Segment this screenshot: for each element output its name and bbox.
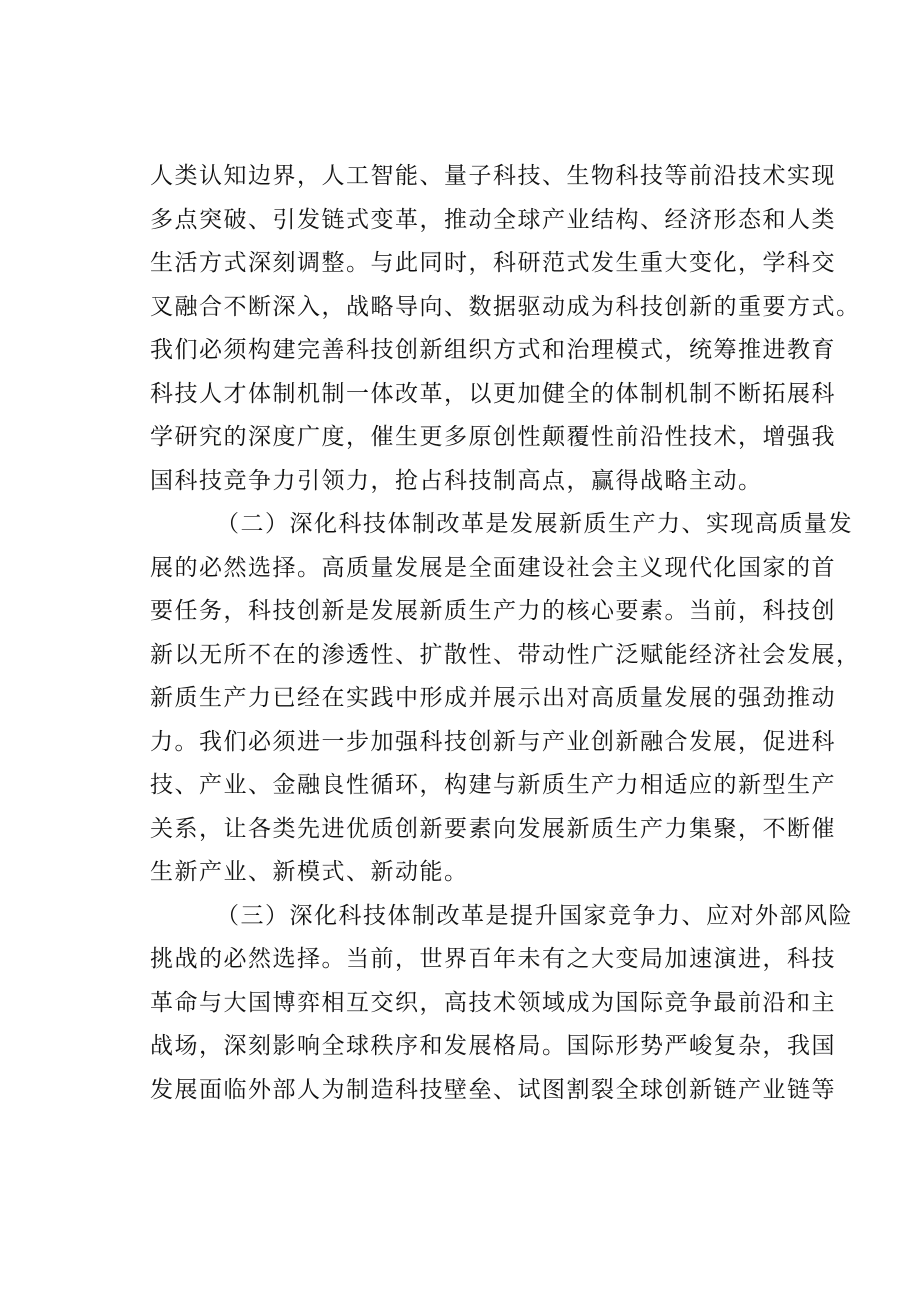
- text-line: 新质生产力已经在实践中形成并展示出对高质量发展的强劲推动: [150, 685, 836, 711]
- section-heading-line: （二）深化科技体制改革是发展新质生产力、实现高质量发: [216, 511, 853, 537]
- text-line: 多点突破、引发链式变革，推动全球产业结构、经济形态和人类: [150, 206, 836, 233]
- paragraph-continued: [150, 155, 861, 503]
- text-line: 发展面临外部人为制造科技壁垒、试图割裂全球创新链产业链等: [150, 1076, 836, 1103]
- text-line: 新以无所不在的渗透性、扩散性、带动性广泛赋能经济社会发展，: [150, 641, 861, 668]
- text-line: 关系，让各类先进优质创新要素向发展新质生产力集聚，不断催: [150, 815, 836, 842]
- text-line: 国科技竞争力引领力，抢占科技制高点，赢得战略主动。: [150, 467, 763, 494]
- paragraph-section-two: [150, 503, 861, 895]
- text-line: 展的必然选择。高质量发展是全面建设社会主义现代化国家的首: [150, 554, 836, 581]
- text-line: 生新产业、新模式、新动能。: [150, 859, 469, 885]
- text-line: 学研究的深度广度，催生更多原创性颠覆性前沿性技术，增强我: [150, 424, 836, 450]
- text-line: 我们必须构建完善科技创新组织方式和治理模式，统筹推进教育: [150, 337, 836, 363]
- document-body: [150, 155, 861, 1112]
- text-line: 叉融合不断深入，战略导向、数据驱动成为科技创新的重要方式。: [150, 293, 861, 320]
- paragraph-section-three: [150, 895, 853, 1113]
- section-heading-line: （三）深化科技体制改革是提升国家竞争力、应对外部风险: [216, 902, 853, 929]
- text-line: 挑战的必然选择。当前，世界百年未有之大变局加速演进，科技: [150, 946, 836, 972]
- text-line: 技、产业、金融良性循环，构建与新质生产力相适应的新型生产: [150, 772, 836, 798]
- text-line: 战场，深刻影响全球秩序和发展格局。国际形势严峻复杂，我国: [150, 1033, 836, 1059]
- text-line: 生活方式深刻调整。与此同时，科研范式发生重大变化，学科交: [150, 250, 836, 276]
- text-line: 人类认知边界，人工智能、量子科技、生物科技等前沿技术实现: [150, 163, 836, 189]
- text-line: 科技人才体制机制一体改革，以更加健全的体制机制不断拓展科: [150, 380, 836, 407]
- text-line: 革命与大国博弈相互交织，高技术领域成为国际竞争最前沿和主: [150, 989, 836, 1016]
- text-line: 要任务，科技创新是发展新质生产力的核心要素。当前，科技创: [150, 598, 836, 624]
- text-line: 力。我们必须进一步加强科技创新与产业创新融合发展，促进科: [150, 728, 836, 755]
